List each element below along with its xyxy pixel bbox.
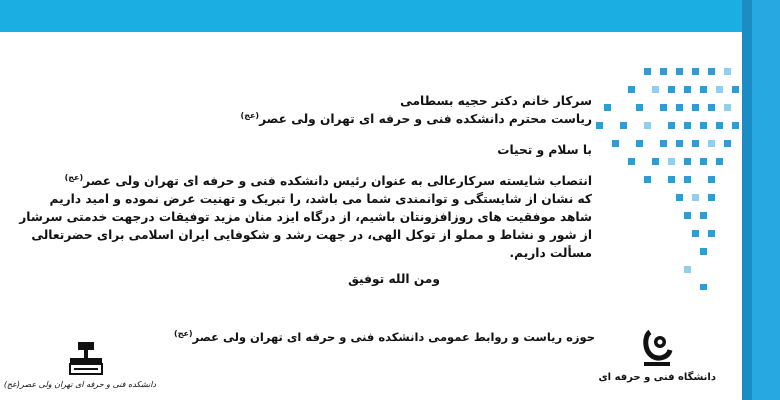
top-color-band (0, 0, 780, 32)
closing-line: ومن الله توفیق (348, 272, 440, 286)
mosaic-tile (692, 194, 699, 201)
mosaic-tile (620, 122, 627, 129)
mosaic-tile (644, 68, 651, 75)
university-logo-caption: دانشگاه فنی و حرفه ای (598, 372, 716, 383)
mosaic-tile (684, 176, 691, 183)
mosaic-tile (716, 86, 723, 93)
mosaic-tile (652, 158, 659, 165)
mosaic-tile (708, 176, 715, 183)
salutation-name: سرکار خانم دکتر حجیه بسطامی (400, 94, 592, 108)
mosaic-tile (684, 86, 691, 93)
mosaic-tile (724, 104, 731, 111)
mosaic-tile (692, 68, 699, 75)
mosaic-tile (676, 194, 683, 201)
mosaic-tile (676, 140, 683, 147)
mosaic-tile (692, 230, 699, 237)
mosaic-tile (652, 86, 659, 93)
sender-text: حوزه ریاست و روابط عمومی دانشکده فنی و حرفه ای تهران ولی عصر (192, 330, 595, 344)
mosaic-tile (692, 104, 699, 111)
mosaic-tile (724, 68, 731, 75)
body-line-4: از شور و نشاط و مملو از توکل الهی، در جهت رشد و شکوفایی ایران اسلامی برای حضرتعالی (31, 228, 592, 242)
sender-signature (110, 330, 595, 344)
mosaic-tile (668, 158, 675, 165)
mosaic-tile (692, 140, 699, 147)
mosaic-tile (732, 86, 739, 93)
mosaic-tile (644, 122, 651, 129)
greeting: با سلام و تحیات (497, 143, 592, 157)
letter-body (19, 92, 592, 288)
college-logo-caption: دانشکده فنی و حرفه ای تهران ولی عصر(عج) (3, 380, 156, 389)
mosaic-tile (708, 68, 715, 75)
mosaic-tile (716, 122, 723, 129)
body-line-1-text: انتصاب شایسته سرکارعالی به عنوان رئیس دانشکده فنی و حرفه ای تهران ولی عصر (83, 174, 592, 188)
mosaic-tile (708, 230, 715, 237)
pixel-mosaic-graphic (596, 32, 742, 290)
mosaic-tile (708, 104, 715, 111)
mosaic-tile (660, 140, 667, 147)
mosaic-tile (668, 122, 675, 129)
mosaic-tile (660, 68, 667, 75)
mosaic-tile (732, 122, 739, 129)
mosaic-tile (628, 86, 635, 93)
salutation-honorific: (عج) (240, 110, 260, 120)
mosaic-tile (684, 266, 691, 273)
mosaic-tile (660, 104, 667, 111)
mosaic-tile (700, 158, 707, 165)
mosaic-tile (668, 176, 675, 183)
mosaic-tile (684, 122, 691, 129)
mosaic-tile (676, 68, 683, 75)
salutation-title (96, 110, 592, 128)
mosaic-tile (612, 140, 619, 147)
mosaic-tile (700, 86, 707, 93)
salutation-title-text: ریاست محترم دانشکده فنی و حرفه ای تهران ولی عصر (259, 112, 592, 126)
mosaic-tile (636, 104, 643, 111)
mosaic-tile (668, 86, 675, 93)
sender-honorific: (عج) (174, 329, 193, 339)
mosaic-tile (724, 140, 731, 147)
mosaic-tile (700, 212, 707, 219)
mosaic-tile (684, 158, 691, 165)
body-line-3: شاهد موفقیت های روزافزونتان باشیم، از درگاه ایزد منان مزید توفیقات درجهت خدمتی سرشار (19, 210, 592, 224)
body-line-2: که نشان از شایستگی و توانمندی شما می باشد، را تبریک و تهنیت عرض نموده و امید داریم (49, 192, 592, 206)
body-line-1-honorific: (عج) (64, 172, 84, 182)
mosaic-tile (716, 158, 723, 165)
mosaic-tile (708, 140, 715, 147)
mosaic-tile (700, 284, 707, 290)
body-line-5: مسألت داریم. (509, 246, 592, 260)
mosaic-tile (708, 194, 715, 201)
mosaic-tile (700, 122, 707, 129)
pixel-mosaic-decoration (596, 32, 742, 290)
mosaic-tile (628, 158, 635, 165)
mosaic-tile (604, 104, 611, 111)
mosaic-tile (596, 122, 603, 129)
mosaic-tile (644, 176, 651, 183)
body-line-1 (64, 172, 592, 190)
mosaic-tile (684, 212, 691, 219)
mosaic-tile (676, 104, 683, 111)
right-strip-shade (742, 0, 752, 400)
university-logo (640, 326, 676, 370)
mosaic-tile (636, 140, 643, 147)
mosaic-tile (700, 248, 707, 255)
